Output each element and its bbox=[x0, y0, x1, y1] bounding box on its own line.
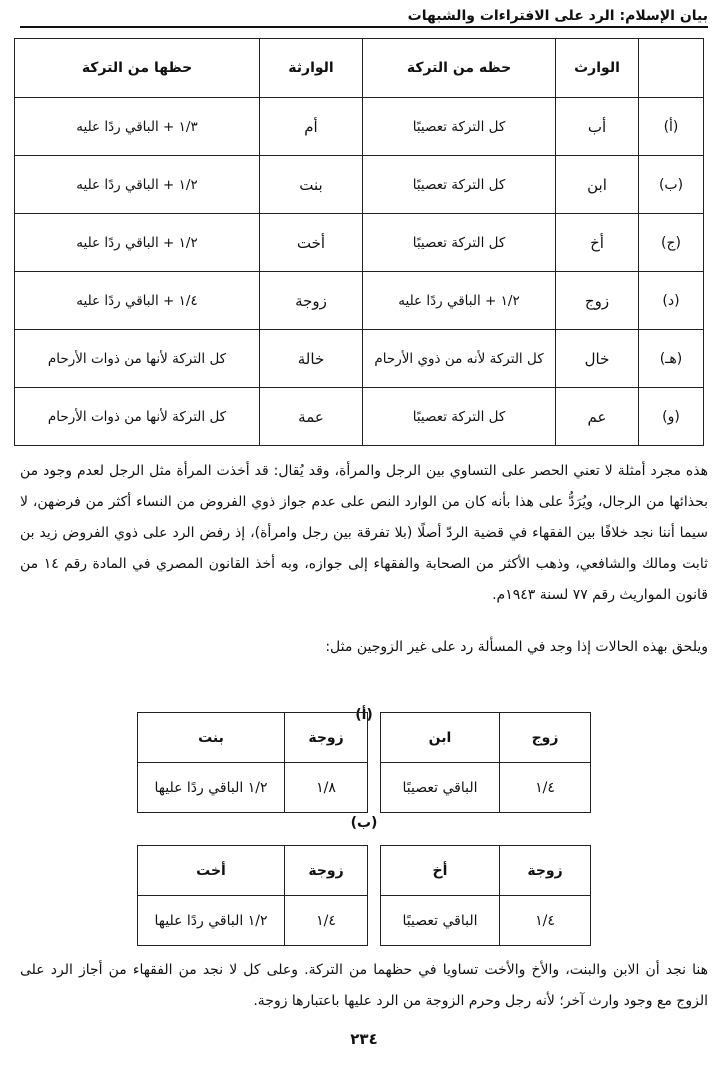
female-share: كل التركة لأنها من ذوات الأرحام bbox=[15, 330, 260, 388]
case-value: ١/٤ bbox=[500, 896, 591, 946]
table-row bbox=[15, 156, 704, 214]
male-share: ١/٢ + الباقي ردًا عليه bbox=[363, 272, 556, 330]
male-heir: ابن bbox=[556, 156, 639, 214]
paragraph-conclusion: هنا نجد أن الابن والبنت، والأخ والأخت تساويا في حظهما من التركة. وعلى كل لا نجد من الفقهاء من أجاز الرد على الزوج مع وجود وارث آخر؛ لأنه رجل وحرم الزوجة من الرد عليها باعتبارها زوجة. bbox=[20, 962, 708, 1009]
case-gap bbox=[368, 896, 381, 946]
female-share: كل التركة لأنها من ذوات الأرحام bbox=[15, 388, 260, 446]
female-heir: عمة bbox=[260, 388, 363, 446]
case-value: ١/٢ الباقي ردًا عليها bbox=[138, 763, 285, 813]
table-header: الوارث bbox=[556, 39, 639, 98]
female-share: ١/٤ + الباقي ردًا عليه bbox=[15, 272, 260, 330]
running-title: بيان الإسلام: الرد على الافتراءات والشبهات bbox=[407, 8, 708, 24]
paragraph-intro-cases: ويلحق بهذه الحالات إذا وجد في المسألة رد على غير الزوجين مثل: bbox=[325, 639, 708, 655]
header-rule bbox=[20, 26, 708, 28]
case-value: ١/٨ bbox=[285, 763, 368, 813]
male-heir: زوج bbox=[556, 272, 639, 330]
case-gap bbox=[368, 846, 381, 896]
row-letter: (هـ) bbox=[639, 330, 704, 388]
table-header: الوارثة bbox=[260, 39, 363, 98]
male-heir: عم bbox=[556, 388, 639, 446]
case-header: بنت bbox=[138, 713, 285, 763]
male-share: كل التركة تعصيبًا bbox=[363, 156, 556, 214]
male-heir: خال bbox=[556, 330, 639, 388]
case-a-label: (أ) bbox=[355, 707, 373, 723]
table-row bbox=[15, 272, 704, 330]
case-a-table bbox=[137, 712, 591, 813]
female-heir: خالة bbox=[260, 330, 363, 388]
case-b-table bbox=[137, 845, 591, 946]
case-header: أخت bbox=[138, 846, 285, 896]
female-heir: بنت bbox=[260, 156, 363, 214]
female-heir: زوجة bbox=[260, 272, 363, 330]
table-row bbox=[15, 214, 704, 272]
table-header-row bbox=[15, 39, 704, 98]
table-row bbox=[15, 98, 704, 156]
case-b-header-row bbox=[138, 846, 591, 896]
row-letter: (د) bbox=[639, 272, 704, 330]
female-heir: أخت bbox=[260, 214, 363, 272]
male-heir: أب bbox=[556, 98, 639, 156]
row-letter: (ب) bbox=[639, 156, 704, 214]
male-heir: أخ bbox=[556, 214, 639, 272]
case-header: زوج bbox=[500, 713, 591, 763]
female-share: ١/٢ + الباقي ردًا عليه bbox=[15, 156, 260, 214]
male-share: كل التركة تعصيبًا bbox=[363, 98, 556, 156]
row-letter: (أ) bbox=[639, 98, 704, 156]
case-value: الباقي تعصيبًا bbox=[381, 896, 500, 946]
table-header: حظه من التركة bbox=[363, 39, 556, 98]
case-value: ١/٤ bbox=[285, 896, 368, 946]
table-row bbox=[15, 330, 704, 388]
table-row bbox=[15, 388, 704, 446]
case-header: زوجة bbox=[500, 846, 591, 896]
male-share: كل التركة تعصيبًا bbox=[363, 388, 556, 446]
case-header: زوجة bbox=[285, 713, 368, 763]
case-gap bbox=[368, 763, 381, 813]
female-share: ١/٢ + الباقي ردًا عليه bbox=[15, 214, 260, 272]
page-number: ٢٣٤ bbox=[350, 1030, 378, 1048]
inheritance-table bbox=[14, 38, 704, 446]
male-share: كل التركة لأنه من ذوي الأرحام bbox=[363, 330, 556, 388]
case-header: زوجة bbox=[285, 846, 368, 896]
row-letter: (و) bbox=[639, 388, 704, 446]
case-b-label: (ب) bbox=[350, 815, 378, 831]
case-b-value-row bbox=[138, 896, 591, 946]
paragraph-examples: هذه مجرد أمثلة لا تعني الحصر على التساوي بين الرجل والمرأة، وقد يُقال: قد أخذت المرأة مثل الرجل لعدم وجود من بحذائها من الرجال، ويُرَدُّ على هذا بأنه كان من الوارد النص على عدم جواز ذوي الفروض من النساء أكثر من فرضهن، لا سيما أننا نجد خلافًا بين الفقهاء في قضية الردّ أصلًا (بلا تفرقة بين رجل وامرأة)، إذ رفض الرد على ذوي الفروض زيد بن ثابت ومالك والشافعي، وذهب الأكثر من الصحابة والفقهاء إلى جوازه، وبه أخذ القانون المصري في المادة رقم ١٤ من قانون المواريث رقم ٧٧ لسنة ١٩٤٣م. bbox=[20, 463, 708, 603]
table-header bbox=[639, 39, 704, 98]
case-value: ١/٢ الباقي ردًا عليها bbox=[138, 896, 285, 946]
female-share: ١/٣ + الباقي ردًا عليه bbox=[15, 98, 260, 156]
row-letter: (ج) bbox=[639, 214, 704, 272]
case-gap bbox=[368, 713, 381, 763]
case-header: أخ bbox=[381, 846, 500, 896]
male-share: كل التركة تعصيبًا bbox=[363, 214, 556, 272]
case-value: الباقي تعصيبًا bbox=[381, 763, 500, 813]
case-a-header-row bbox=[138, 713, 591, 763]
case-a-value-row bbox=[138, 763, 591, 813]
case-header: ابن bbox=[381, 713, 500, 763]
case-value: ١/٤ bbox=[500, 763, 591, 813]
female-heir: أم bbox=[260, 98, 363, 156]
table-header: حظها من التركة bbox=[15, 39, 260, 98]
